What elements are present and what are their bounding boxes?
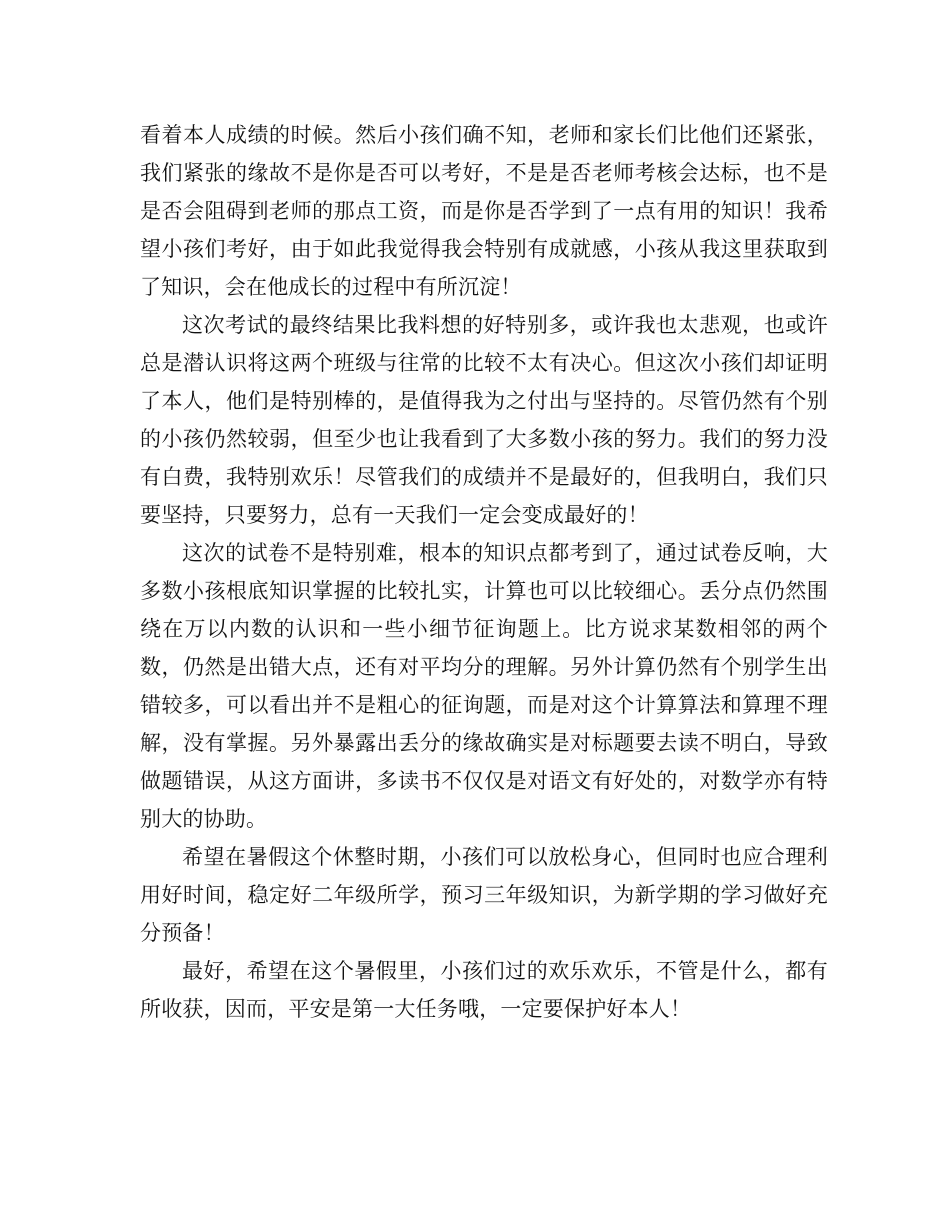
paragraph-1: 看着本人成绩的时候。然后小孩们确不知，老师和家长们比他们还紧张，我们紧张的缘故不是你是否可以考好，不是是否老师考核会达标，也不是是否会阻碍到老师的那点工资，而是你是否学到了一点有用的知识！我希望小孩们考好，由于如此我觉得我会特别有成就感，小孩从我这里获取到了知识，会在他成长的过程中有所沉淀！ xyxy=(140,123,828,299)
paragraph-4: 希望在暑假这个休整时期，小孩们可以放松身心，但同时也应合理利用好时间，稳定好二年级所学，预习三年级知识，为新学期的学习做好充分预备！ xyxy=(140,845,828,945)
document-body xyxy=(140,116,828,1028)
paragraph-3: 这次的试卷不是特别难，根本的知识点都考到了，通过试卷反响，大多数小孩根底知识掌握的比较扎实，计算也可以比较细心。丢分点仍然围绕在万以内数的认识和一些小细节征询题上。比方说求某数相邻的两个数，仍然是出错大点，还有对平均分的理解。另外计算仍然有个别学生出错较多，可以看出并不是粗心的征询题，而是对这个计算算法和算理不理解，没有掌握。另外暴露出丢分的缘故确实是对标题要去读不明白，导致做题错误，从这方面讲，多读书不仅仅是对语文有好处的，对数学亦有特别大的协助。 xyxy=(140,541,828,831)
paragraph-5: 最好，希望在这个暑假里，小孩们过的欢乐欢乐，不管是什么，都有所收获，因而，平安是第一大任务哦，一定要保护好本人！ xyxy=(140,959,828,1021)
paragraph-2: 这次考试的最终结果比我料想的好特别多，或许我也太悲观，也或许总是潜认识将这两个班级与往常的比较不太有决心。但这次小孩们却证明了本人，他们是特别棒的，是值得我为之付出与坚持的。尽管仍然有个别的小孩仍然较弱，但至少也让我看到了大多数小孩的努力。我们的努力没有白费，我特别欢乐！尽管我们的成绩并不是最好的，但我明白，我们只要坚持，只要努力，总有一天我们一定会变成最好的！ xyxy=(140,313,828,527)
